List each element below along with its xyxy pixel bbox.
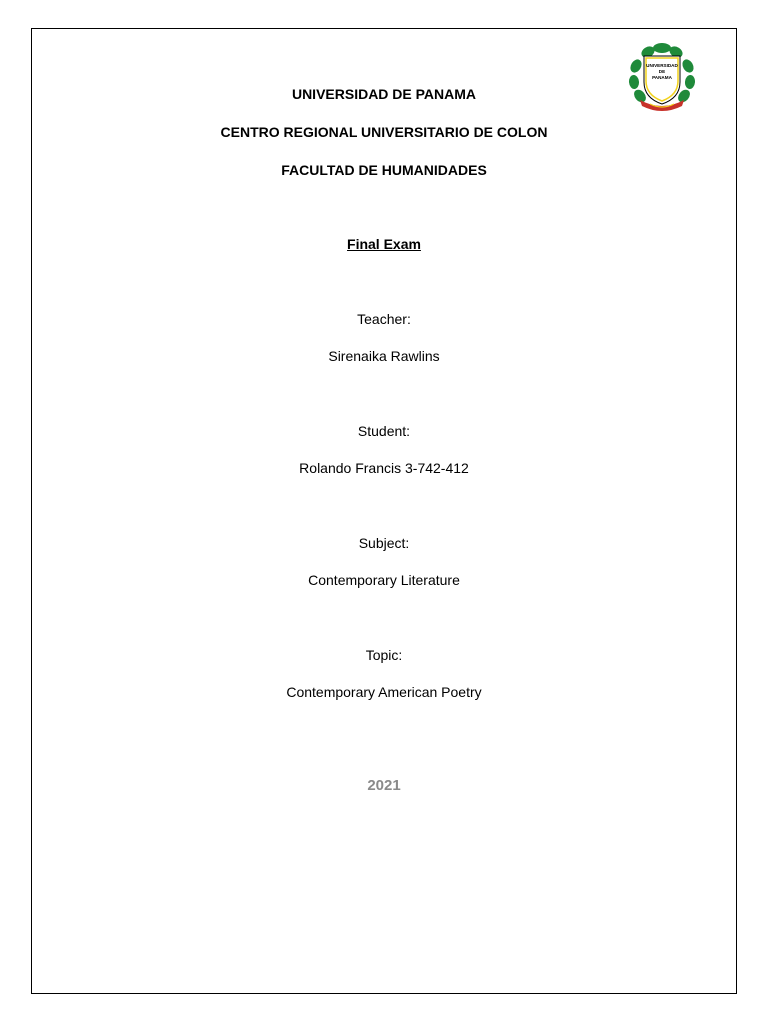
teacher-name: Sirenaika Rawlins [328, 348, 440, 364]
teacher-label: Teacher: [357, 311, 411, 327]
regional-center-heading: CENTRO REGIONAL UNIVERSITARIO DE COLON [220, 124, 548, 140]
university-heading: UNIVERSIDAD DE PANAMA [291, 86, 477, 102]
seal-label-2: DE [658, 69, 666, 74]
topic-name: Contemporary American Poetry [286, 684, 482, 700]
topic-label: Topic: [365, 647, 403, 663]
student-name: Rolando Francis 3-742-412 [299, 460, 469, 476]
year: 2021 [367, 777, 401, 794]
seal-label-3: PANAMA [652, 75, 672, 80]
subject-name: Contemporary Literature [308, 572, 460, 588]
subject-label: Subject: [358, 535, 410, 551]
faculty-heading: FACULTAD DE HUMANIDADES [281, 162, 487, 178]
student-label: Student: [357, 423, 411, 439]
document-title: Final Exam [347, 236, 421, 252]
seal-label-1: UNIVERSIDAD [646, 63, 678, 68]
